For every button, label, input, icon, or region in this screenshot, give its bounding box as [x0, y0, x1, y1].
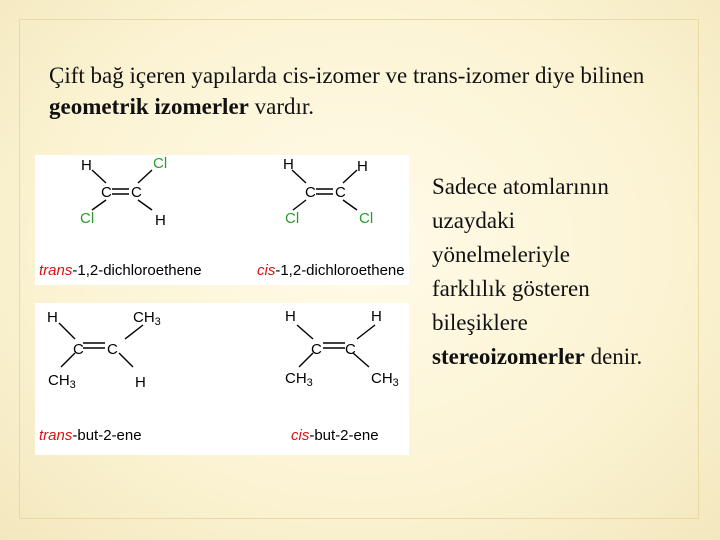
- bond: [297, 325, 313, 339]
- atom-label: C: [305, 184, 316, 201]
- atom-label: H: [283, 156, 294, 173]
- molecule-trans-dichloroethene: [39, 155, 202, 279]
- subscript: 3: [306, 377, 313, 389]
- atom-label: Cl: [285, 210, 300, 227]
- group-label: CH: [133, 309, 155, 326]
- atom-label: Cl: [80, 210, 95, 227]
- name-prefix: trans: [39, 262, 73, 279]
- atom-label: [133, 309, 161, 328]
- bond: [138, 200, 152, 210]
- atom-label: Cl: [359, 210, 374, 227]
- atom-label: C: [101, 184, 112, 201]
- atom-label: C: [345, 341, 356, 358]
- name-prefix: cis: [291, 427, 310, 444]
- atom-label: C: [107, 341, 118, 358]
- subscript: 3: [154, 316, 161, 328]
- side-paragraph: [432, 170, 702, 374]
- atom-label: C: [73, 341, 84, 358]
- side-line-4: farklılık gösteren: [432, 276, 590, 301]
- atom-label: H: [47, 309, 58, 326]
- bond: [119, 353, 133, 367]
- molecule-name: [257, 262, 405, 279]
- side-bold-term: stereoizomerler: [432, 344, 585, 369]
- bond: [343, 170, 357, 183]
- side-line-3: yönelmeleriyle: [432, 242, 570, 267]
- atom-label: Cl: [153, 155, 168, 172]
- atom-label: C: [335, 184, 346, 201]
- name-suffix: -1,2-dichloroethene: [72, 262, 202, 279]
- molecule-cis-dichloroethene: [257, 156, 405, 279]
- group-label: CH: [285, 370, 307, 387]
- molecule-name: [291, 427, 379, 444]
- isomer-figure: [35, 155, 409, 455]
- atom-label: [371, 370, 399, 389]
- side-line-2: uzaydaki: [432, 208, 516, 233]
- intro-paragraph: [49, 60, 669, 122]
- molecule-cis-butene: [285, 308, 399, 444]
- bond: [92, 200, 106, 210]
- name-prefix: trans: [39, 427, 73, 444]
- intro-bold-term: geometrik izomerler: [49, 94, 249, 119]
- atom-label: H: [357, 158, 368, 175]
- molecule-trans-butene: [39, 309, 161, 444]
- side-line-1: Sadece atomlarının: [432, 174, 609, 199]
- name-suffix: -but-2-ene: [72, 427, 142, 444]
- bond: [343, 200, 357, 210]
- bond: [92, 170, 106, 183]
- name-prefix: cis: [257, 262, 276, 279]
- atom-label: [48, 372, 76, 391]
- atom-label: [285, 370, 313, 389]
- atom-label: H: [81, 157, 92, 174]
- bond: [357, 325, 375, 339]
- intro-text-2: vardır.: [248, 94, 315, 119]
- side-line-6: [432, 340, 702, 374]
- name-suffix: -but-2-ene: [309, 427, 379, 444]
- atom-label: H: [155, 212, 166, 229]
- subscript: 3: [392, 377, 399, 389]
- bond: [59, 323, 75, 339]
- atom-label: C: [311, 341, 322, 358]
- subscript: 3: [69, 379, 76, 391]
- group-label: CH: [371, 370, 393, 387]
- atom-label: H: [135, 374, 146, 391]
- atom-label: C: [131, 184, 142, 201]
- molecule-name: [39, 427, 142, 444]
- side-line-5: bileşiklere: [432, 310, 528, 335]
- name-suffix: -1,2-dichloroethene: [275, 262, 405, 279]
- atom-label: H: [285, 308, 296, 325]
- side-end-text: denir.: [584, 344, 643, 369]
- isomer-drawings: [35, 155, 409, 455]
- bond: [125, 325, 143, 339]
- molecule-name: [39, 262, 202, 279]
- bond: [293, 200, 306, 210]
- group-label: CH: [48, 372, 70, 389]
- intro-text-1: Çift bağ içeren yapılarda cis-izomer ve trans-izomer diye bilinen: [49, 63, 645, 88]
- atom-label: H: [371, 308, 382, 325]
- bond: [292, 170, 306, 183]
- bond: [138, 170, 152, 183]
